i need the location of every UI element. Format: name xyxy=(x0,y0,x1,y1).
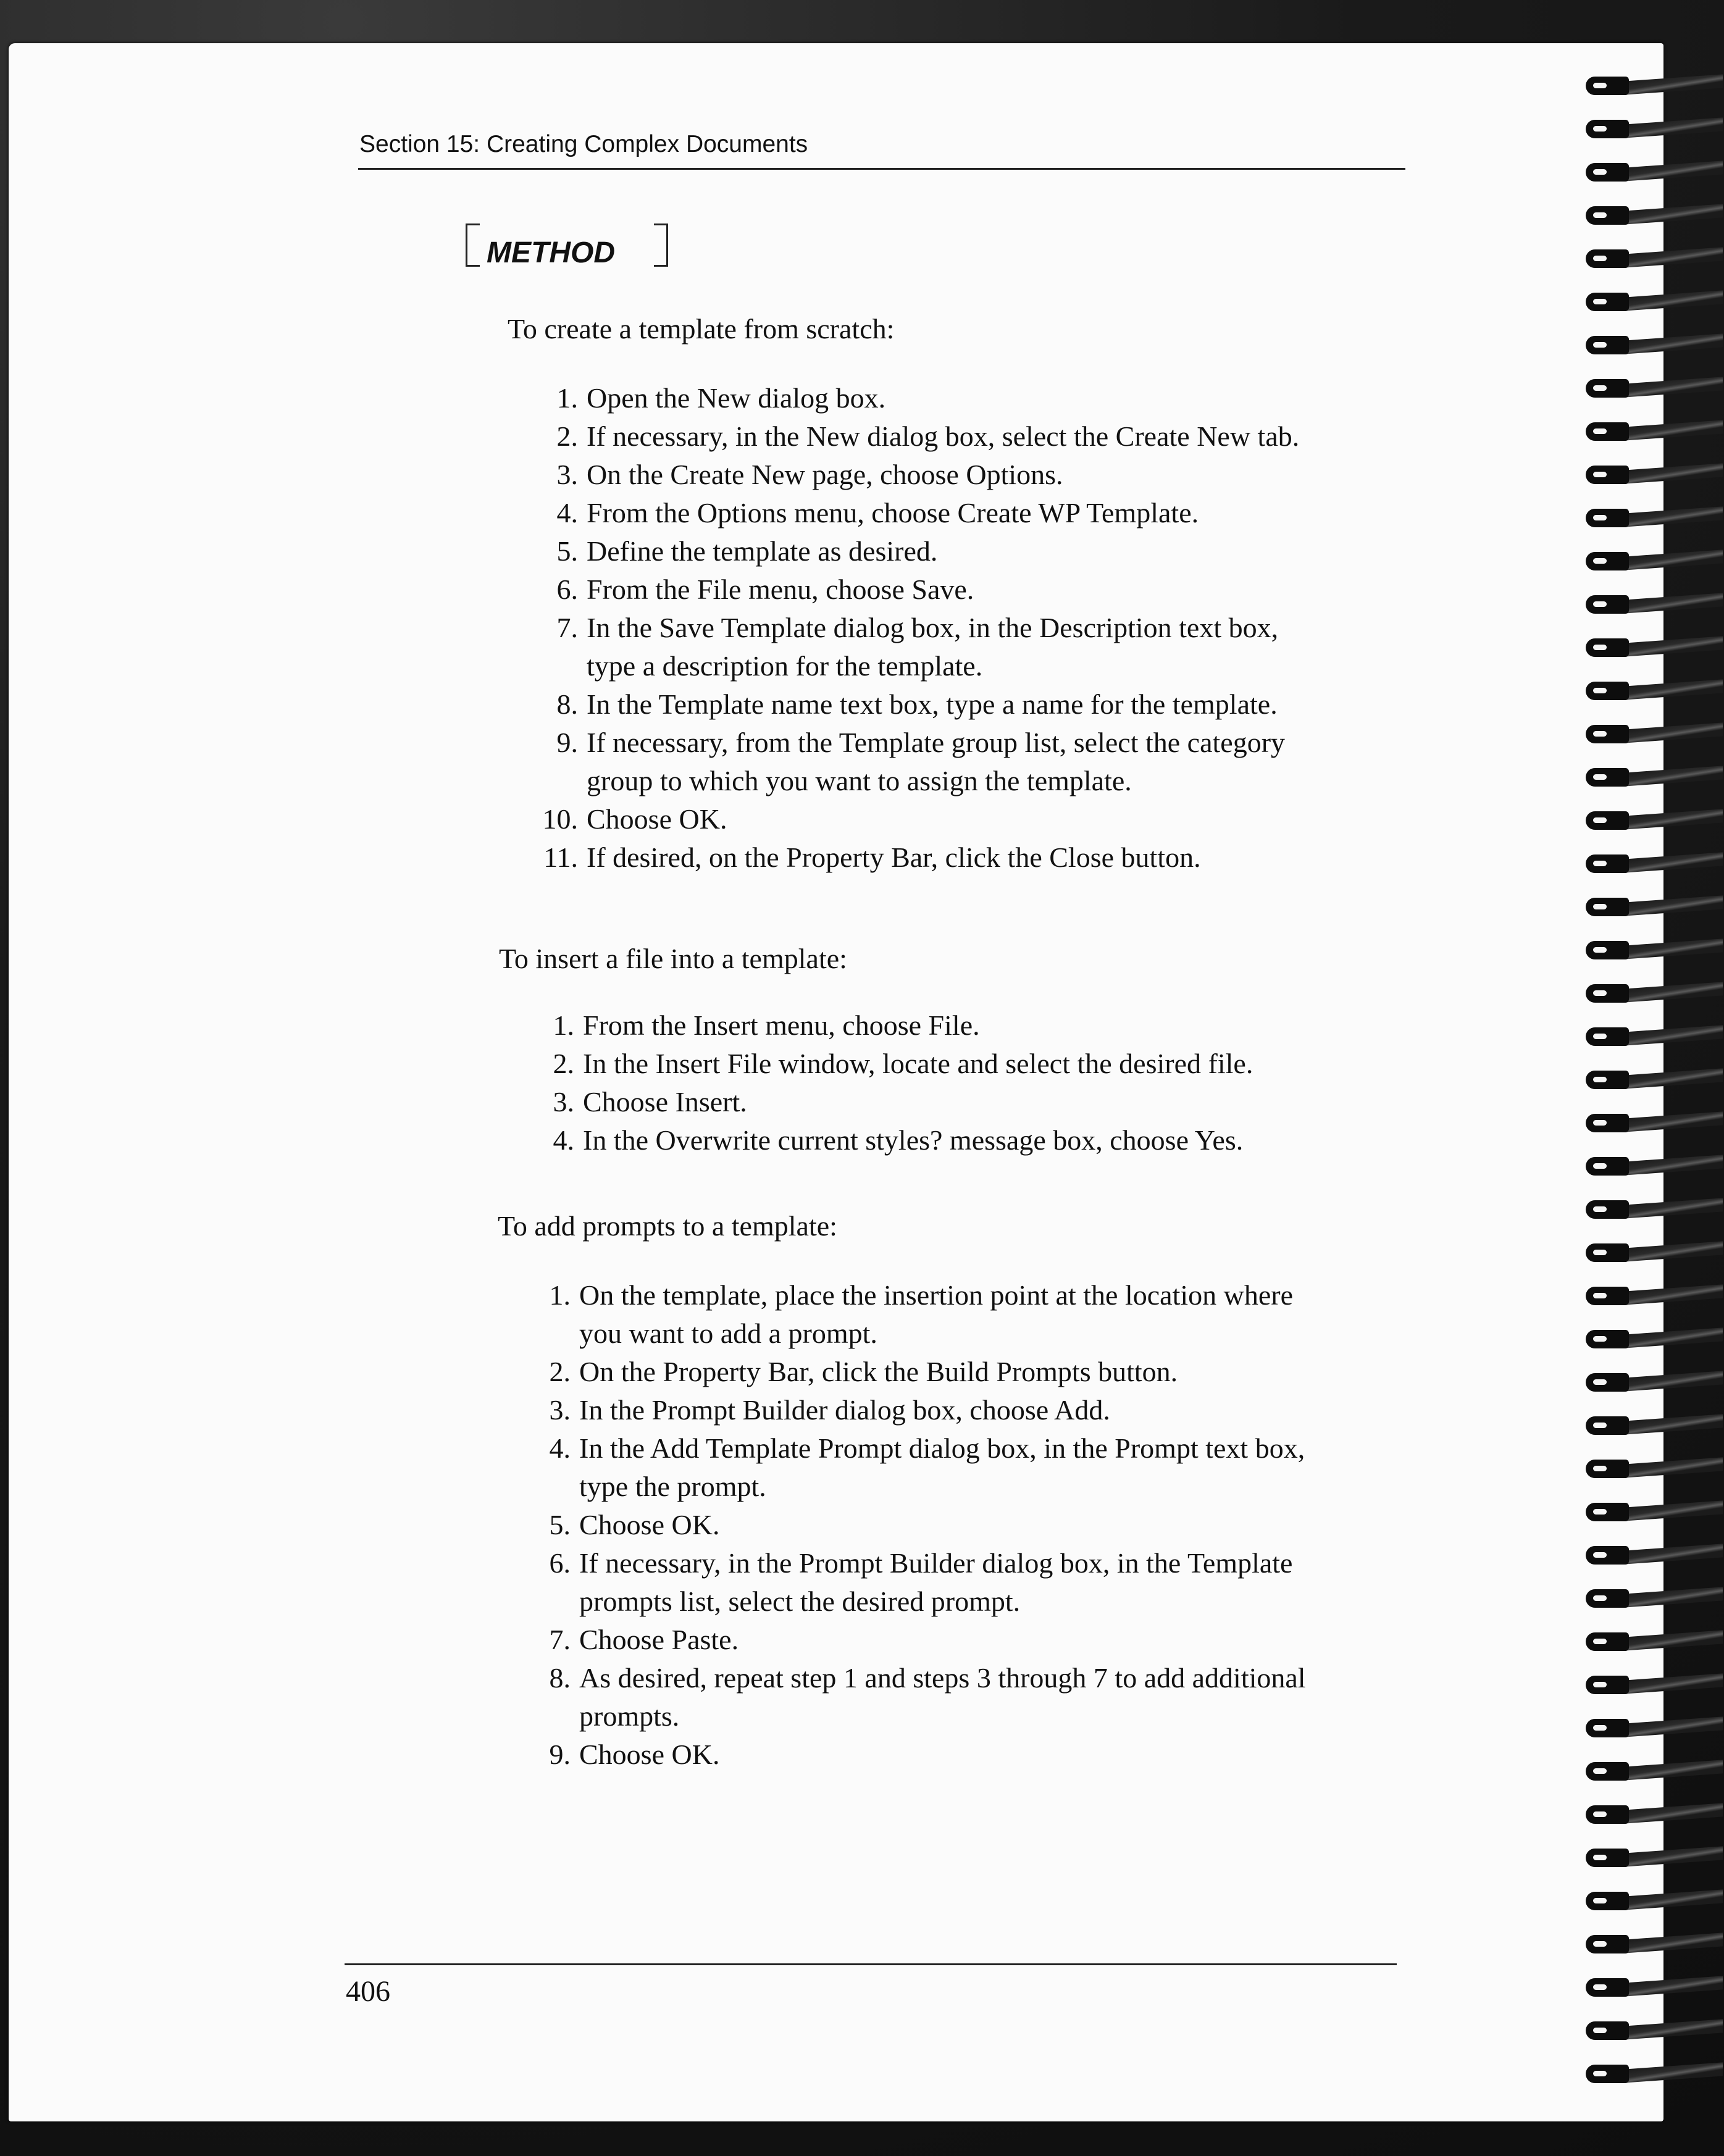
step-number: 4. xyxy=(549,1432,571,1464)
coil-wire xyxy=(1624,1414,1723,1434)
step-item xyxy=(549,1544,1306,1621)
step-item xyxy=(556,570,1299,609)
coil-wire xyxy=(1624,1457,1723,1477)
coil-wire xyxy=(1624,420,1723,440)
coil-wire xyxy=(1624,1630,1723,1650)
step-number: 1. xyxy=(556,382,578,414)
coil-wire xyxy=(1624,1025,1723,1045)
step-item xyxy=(543,838,1299,877)
coil-loop xyxy=(1586,1416,1629,1435)
coil-loop xyxy=(1586,1849,1629,1867)
step-item xyxy=(553,1083,1253,1121)
coil-wire xyxy=(1624,636,1723,656)
step-text-line: If necessary, from the Template group list, select the category xyxy=(587,727,1286,758)
footer-rule xyxy=(345,1963,1397,1965)
coil-loop xyxy=(1586,163,1629,182)
binding-coil xyxy=(1581,1500,1724,1525)
step-text-line: In the Template name text box, type a name for the template. xyxy=(587,688,1278,720)
step-item xyxy=(556,494,1299,532)
step-text-line: As desired, repeat step 1 and steps 3 through 7 to add additional xyxy=(579,1662,1306,1694)
binding-coil xyxy=(1581,722,1724,747)
coil-loop xyxy=(1586,77,1629,95)
step-text-line: prompts. xyxy=(579,1700,680,1732)
step-text-line: In the Insert File window, locate and select the desired file. xyxy=(583,1048,1253,1079)
coil-loop xyxy=(1586,941,1629,959)
coil-wire xyxy=(1624,74,1723,94)
coil-wire xyxy=(1624,290,1723,311)
coil-loop xyxy=(1586,811,1629,830)
coil-loop xyxy=(1586,552,1629,570)
step-text-line: On the template, place the insertion point at the location where xyxy=(579,1279,1293,1311)
step-text-line: Choose OK. xyxy=(579,1739,720,1770)
coil-wire xyxy=(1624,333,1723,354)
step-text-line: group to which you want to assign the template. xyxy=(587,765,1132,796)
section-2-steps xyxy=(553,1006,1253,1159)
step-number: 8. xyxy=(556,688,578,720)
step-item xyxy=(549,1659,1306,1736)
binding-coil xyxy=(1581,506,1724,531)
coil-wire xyxy=(1624,204,1723,224)
step-item xyxy=(549,1391,1306,1429)
section-1-steps xyxy=(542,379,1300,877)
step-text-line: Choose OK. xyxy=(579,1509,720,1540)
binding-coil xyxy=(1581,679,1724,704)
binding-coil xyxy=(1581,1155,1724,1179)
coil-wire xyxy=(1624,377,1723,397)
step-number: 7. xyxy=(556,612,578,643)
coil-wire xyxy=(1624,1198,1723,1218)
coil-loop xyxy=(1586,466,1629,484)
step-text xyxy=(587,417,1299,456)
coil-loop xyxy=(1586,1503,1629,1521)
step-text-line: In the Overwrite current styles? message box, choose Yes. xyxy=(583,1124,1244,1156)
step-text-line: Choose Paste. xyxy=(579,1624,739,1655)
coil-wire xyxy=(1624,1673,1723,1694)
step-text-line: In the Save Template dialog box, in the Description text box, xyxy=(587,612,1279,643)
step-text xyxy=(579,1391,1110,1429)
step-item xyxy=(553,1045,1253,1083)
step-item xyxy=(553,1121,1253,1159)
method-label: METHOD xyxy=(483,236,619,270)
coil-wire xyxy=(1624,1803,1723,1823)
step-item xyxy=(556,417,1300,456)
section-1-intro: To create a template from scratch: xyxy=(508,313,895,345)
step-text-line: From the File menu, choose Save. xyxy=(587,574,974,605)
step-text-line: type the prompt. xyxy=(579,1471,766,1502)
coil-loop xyxy=(1586,1330,1629,1348)
step-number: 1. xyxy=(553,1009,574,1041)
step-number: 2. xyxy=(556,420,578,452)
step-text-line: Choose Insert. xyxy=(583,1086,747,1118)
coil-loop xyxy=(1586,509,1629,527)
binding-coil xyxy=(1581,2019,1724,2044)
binding-coil xyxy=(1581,1932,1724,1957)
coil-loop xyxy=(1586,1978,1629,1997)
coil-wire xyxy=(1624,1241,1723,1261)
step-item xyxy=(556,609,1299,685)
step-text xyxy=(579,1621,739,1659)
coil-loop xyxy=(1586,1460,1629,1478)
step-item xyxy=(542,800,1299,838)
coil-loop xyxy=(1586,206,1629,225)
coil-loop xyxy=(1586,293,1629,311)
coil-wire xyxy=(1624,1716,1723,1737)
binding-coil xyxy=(1581,333,1724,358)
binding-coil xyxy=(1581,1198,1724,1222)
step-text-line: you want to add a prompt. xyxy=(579,1318,877,1349)
coil-loop xyxy=(1586,854,1629,873)
binding-coil xyxy=(1581,463,1724,488)
step-text xyxy=(587,724,1285,800)
binding-coil xyxy=(1581,1846,1724,1871)
coil-loop xyxy=(1586,1892,1629,1910)
step-item xyxy=(556,456,1299,494)
coil-wire xyxy=(1624,809,1723,829)
coil-loop xyxy=(1586,1719,1629,1737)
step-text xyxy=(579,1506,719,1544)
coil-loop xyxy=(1586,1373,1629,1392)
coil-wire xyxy=(1624,593,1723,613)
binding-coil xyxy=(1581,982,1724,1006)
coil-loop xyxy=(1586,2021,1629,2040)
step-number: 2. xyxy=(553,1048,574,1079)
step-item xyxy=(556,685,1299,724)
step-text-line: If necessary, in the Prompt Builder dialog box, in the Template xyxy=(579,1547,1293,1579)
coil-wire xyxy=(1624,852,1723,872)
step-number: 3. xyxy=(553,1086,574,1118)
binding-coil xyxy=(1581,1630,1724,1655)
step-text xyxy=(587,685,1278,724)
binding-coil xyxy=(1581,161,1724,185)
step-text xyxy=(587,570,974,609)
binding-coil xyxy=(1581,1025,1724,1050)
binding-coil xyxy=(1581,2062,1724,2087)
coil-loop xyxy=(1586,595,1629,614)
step-item xyxy=(549,1621,1306,1659)
coil-wire xyxy=(1624,1760,1723,1780)
binding-coil xyxy=(1581,1241,1724,1266)
binding-coil xyxy=(1581,1587,1724,1611)
step-number: 4. xyxy=(556,497,578,529)
coil-wire xyxy=(1624,1068,1723,1088)
step-text xyxy=(587,456,1063,494)
binding-coil xyxy=(1581,1111,1724,1136)
coil-loop xyxy=(1586,638,1629,657)
step-text-line: From the Insert menu, choose File. xyxy=(583,1009,980,1041)
coil-loop xyxy=(1586,1071,1629,1089)
binding-coil xyxy=(1581,895,1724,920)
step-text-line: Choose OK. xyxy=(587,803,727,835)
coil-loop xyxy=(1586,1027,1629,1046)
step-item xyxy=(556,724,1299,800)
coil-wire xyxy=(1624,766,1723,786)
coil-loop xyxy=(1586,1762,1629,1781)
step-number: 8. xyxy=(549,1662,571,1694)
coil-wire xyxy=(1624,1544,1723,1564)
step-number: 9. xyxy=(556,727,578,758)
coil-wire xyxy=(1624,1846,1723,1866)
coil-wire xyxy=(1624,1327,1723,1348)
coil-loop xyxy=(1586,379,1629,398)
step-item xyxy=(549,1276,1306,1353)
coil-wire xyxy=(1624,938,1723,959)
method-bracket-left xyxy=(466,224,480,267)
binding-coil xyxy=(1581,74,1724,99)
coil-wire xyxy=(1624,1155,1723,1175)
step-number: 9. xyxy=(549,1739,571,1770)
coil-loop xyxy=(1586,1200,1629,1219)
step-number: 6. xyxy=(549,1547,571,1579)
section-3-intro: To add prompts to a template: xyxy=(498,1210,837,1242)
step-number: 7. xyxy=(549,1624,571,1655)
step-number: 5. xyxy=(556,535,578,567)
binding-coil xyxy=(1581,1889,1724,1914)
step-number: 4. xyxy=(553,1124,574,1156)
step-number: 6. xyxy=(556,574,578,605)
method-box xyxy=(466,224,668,277)
step-text xyxy=(579,1544,1292,1621)
step-text-line: prompts list, select the desired prompt. xyxy=(579,1586,1021,1617)
binding-coil xyxy=(1581,290,1724,315)
step-text xyxy=(583,1121,1243,1159)
spiral-binding xyxy=(1581,74,1724,2112)
binding-coil xyxy=(1581,377,1724,401)
step-text-line: In the Add Template Prompt dialog box, in the Prompt text box, xyxy=(579,1432,1305,1464)
step-text-line: On the Create New page, choose Options. xyxy=(587,459,1063,490)
step-text-line: In the Prompt Builder dialog box, choose Add. xyxy=(579,1394,1110,1426)
coil-loop xyxy=(1586,336,1629,354)
coil-wire xyxy=(1624,722,1723,743)
coil-wire xyxy=(1624,1111,1723,1132)
coil-wire xyxy=(1624,1587,1723,1607)
coil-loop xyxy=(1586,2065,1629,2083)
step-text-line: Open the New dialog box. xyxy=(587,382,886,414)
coil-wire xyxy=(1624,1371,1723,1391)
binding-coil xyxy=(1581,549,1724,574)
step-text-line: If desired, on the Property Bar, click the Close button. xyxy=(587,842,1201,873)
coil-wire xyxy=(1624,1932,1723,1953)
step-text xyxy=(579,1736,719,1774)
method-bracket-right xyxy=(654,224,668,267)
binding-coil xyxy=(1581,1673,1724,1698)
binding-coil xyxy=(1581,1068,1724,1093)
coil-wire xyxy=(1624,1976,1723,1996)
step-text xyxy=(587,379,885,417)
coil-loop xyxy=(1586,1632,1629,1651)
step-text-line: On the Property Bar, click the Build Prompts button. xyxy=(579,1356,1178,1387)
coil-wire xyxy=(1624,2019,1723,2039)
coil-wire xyxy=(1624,2062,1723,2083)
binding-coil xyxy=(1581,1760,1724,1784)
coil-loop xyxy=(1586,984,1629,1003)
binding-coil xyxy=(1581,809,1724,834)
coil-wire xyxy=(1624,982,1723,1002)
step-item xyxy=(549,1736,1306,1774)
coil-wire xyxy=(1624,506,1723,527)
step-number: 1. xyxy=(549,1279,571,1311)
step-text xyxy=(579,1353,1178,1391)
coil-loop xyxy=(1586,422,1629,441)
coil-loop xyxy=(1586,682,1629,700)
binding-coil xyxy=(1581,1327,1724,1352)
coil-loop xyxy=(1586,1243,1629,1262)
coil-wire xyxy=(1624,679,1723,700)
binding-coil xyxy=(1581,117,1724,142)
step-text xyxy=(583,1045,1253,1083)
coil-loop xyxy=(1586,1676,1629,1694)
binding-coil xyxy=(1581,1716,1724,1741)
binding-coil xyxy=(1581,593,1724,617)
step-item xyxy=(556,379,1299,417)
coil-wire xyxy=(1624,895,1723,916)
coil-wire xyxy=(1624,161,1723,181)
binding-coil xyxy=(1581,1414,1724,1439)
coil-loop xyxy=(1586,1589,1629,1608)
coil-wire xyxy=(1624,1284,1723,1305)
coil-wire xyxy=(1624,463,1723,483)
step-number: 3. xyxy=(556,459,578,490)
binding-coil xyxy=(1581,247,1724,272)
coil-loop xyxy=(1586,1157,1629,1176)
section-2-intro: To insert a file into a template: xyxy=(499,943,847,974)
coil-loop xyxy=(1586,1546,1629,1565)
coil-loop xyxy=(1586,1114,1629,1132)
binding-coil xyxy=(1581,1457,1724,1482)
step-number: 5. xyxy=(549,1509,571,1540)
binding-coil xyxy=(1581,1544,1724,1568)
step-text xyxy=(587,532,937,570)
step-text xyxy=(583,1083,747,1121)
section-header: Section 15: Creating Complex Documents xyxy=(359,131,808,157)
binding-coil xyxy=(1581,204,1724,228)
coil-loop xyxy=(1586,725,1629,743)
header-rule xyxy=(358,168,1405,170)
step-item xyxy=(549,1353,1306,1391)
coil-loop xyxy=(1586,898,1629,916)
step-text xyxy=(579,1276,1293,1353)
binding-coil xyxy=(1581,636,1724,661)
coil-wire xyxy=(1624,247,1723,267)
coil-loop xyxy=(1586,249,1629,268)
binding-coil xyxy=(1581,1284,1724,1309)
binding-coil xyxy=(1581,766,1724,790)
step-item xyxy=(553,1006,1253,1045)
step-item xyxy=(556,532,1299,570)
coil-wire xyxy=(1624,1500,1723,1521)
step-text xyxy=(587,800,727,838)
coil-wire xyxy=(1624,117,1723,138)
step-text xyxy=(587,494,1199,532)
step-text-line: Define the template as desired. xyxy=(587,535,938,567)
binding-coil xyxy=(1581,938,1724,963)
coil-loop xyxy=(1586,1287,1629,1305)
binding-coil xyxy=(1581,1976,1724,2000)
step-number: 11. xyxy=(543,842,578,873)
step-text xyxy=(587,838,1201,877)
coil-loop xyxy=(1586,120,1629,138)
coil-loop xyxy=(1586,1805,1629,1824)
coil-wire xyxy=(1624,549,1723,570)
step-text-line: type a description for the template. xyxy=(587,650,983,682)
coil-loop xyxy=(1586,768,1629,787)
step-item xyxy=(549,1429,1306,1506)
binding-coil xyxy=(1581,420,1724,445)
step-text xyxy=(579,1429,1305,1506)
step-number: 10. xyxy=(542,803,578,835)
step-number: 3. xyxy=(549,1394,571,1426)
page-number: 406 xyxy=(346,1975,390,2008)
binding-coil xyxy=(1581,1803,1724,1828)
binding-coil xyxy=(1581,852,1724,877)
section-3-steps xyxy=(549,1276,1306,1774)
step-item xyxy=(549,1506,1306,1544)
step-text xyxy=(587,609,1278,685)
step-text-line: If necessary, in the New dialog box, select the Create New tab. xyxy=(587,420,1300,452)
step-number: 2. xyxy=(549,1356,571,1387)
step-text xyxy=(579,1659,1306,1736)
coil-loop xyxy=(1586,1935,1629,1953)
step-text-line: From the Options menu, choose Create WP Template. xyxy=(587,497,1199,529)
binding-coil xyxy=(1581,1371,1724,1395)
coil-wire xyxy=(1624,1889,1723,1910)
step-text xyxy=(583,1006,980,1045)
